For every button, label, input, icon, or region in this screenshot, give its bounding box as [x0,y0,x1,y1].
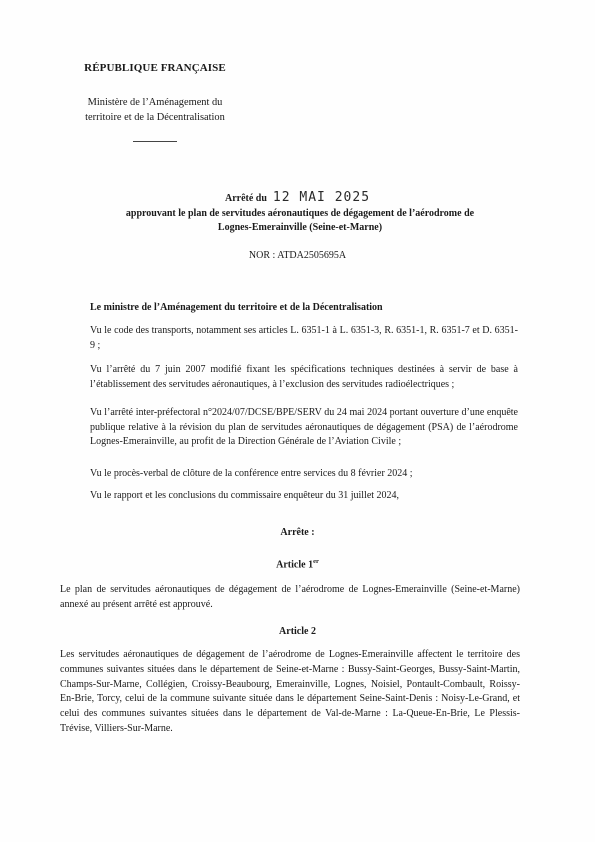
decree-title-line-1: approuvant le plan de servitudes aéronautiques de dégagement de l’aérodrome de [125,208,475,219]
ministry-name [55,95,255,125]
decree-label: Arrêté du [224,193,267,204]
vu-paragraph: Vu le rapport et les conclusions du commissaire enquêteur du 31 juillet 2024, [90,490,400,501]
article-2-text: Les servitudes aéronautiques de dégagement de l’aérodrome de Lognes-Emerainville affectent le territoire des communes suivantes situées dans le département de Seine-et-Marne : Bussy-Saint-Georges, Bussy-Saint-Martin, Champs-Sur-Marne, Collégien, Croissy-Beaubourg, Emerainville, Lognes, Noisiel, Pontault-Combault, Roissy-En-Brie, Torcy, celui de la commune suivante située dans le département Seine-Saint-Denis : Noisy-Le-Grand, et celui des communes suivantes situées dans le département de Val-de-Marne : La-Queue-En-Brie, Le Plessis-Trévise, Villiers-Sur-Marne. [60,649,520,734]
article-1-text: Le plan de servitudes aéronautiques de dégagement de l’aérodrome de Lognes-Emerainville (Seine-et-Marne) annexé au présent arrêté est approuvé. [60,584,520,610]
date-stamp: 12 MAI 2025 [272,190,371,205]
article-2-heading: Article 2 [279,626,316,637]
republique-heading: RÉPUBLIQUE FRANÇAISE [84,62,226,74]
vu-paragraph: Vu le code des transports, notamment ses articles L. 6351-1 à L. 6351-3, R. 6351-1, R. 6351-7 et D. 6351-9 ; [90,325,518,351]
arrete-heading: Arrête : [280,527,315,538]
nor-reference: NOR : ATDA2505695A [248,250,347,261]
decree-title-line-2: Lognes-Emerainville (Seine-et-Marne) [217,222,383,233]
article-1-superscript: er [313,558,319,565]
decree-title [60,207,540,235]
vu-paragraph: Vu le procès-verbal de clôture de la conférence entre services du 8 février 2024 ; [90,468,413,479]
minister-heading: Le ministre de l’Aménagement du territoire et de la Décentralisation [90,302,383,313]
article-1-heading [0,558,595,570]
ministry-line-2: territoire et de la Décentralisation [85,112,225,123]
vu-paragraph: Vu l’arrêté inter-préfectoral n°2024/07/DCSE/BPE/SERV du 24 mai 2024 portant ouverture d’une enquête publique relative à la révision du plan de servitudes aéronautiques de dégagement (PSA) de l’aérodrome Lognes-Emerainville, au profit de la Direction Générale de l’Aviation Civile ; [90,407,518,447]
ministry-line-1: Ministère de l’Aménagement du [87,97,223,108]
decree-date-line [0,190,595,205]
article-1-label: Article 1 [276,559,314,571]
vu-paragraph: Vu l’arrêté du 7 juin 2007 modifié fixant les spécifications techniques destinées à servir de base à l’établissement des servitudes aéronautiques, à l’exclusion des servitudes radioélectriques ; [90,364,518,390]
header-divider [133,141,177,142]
